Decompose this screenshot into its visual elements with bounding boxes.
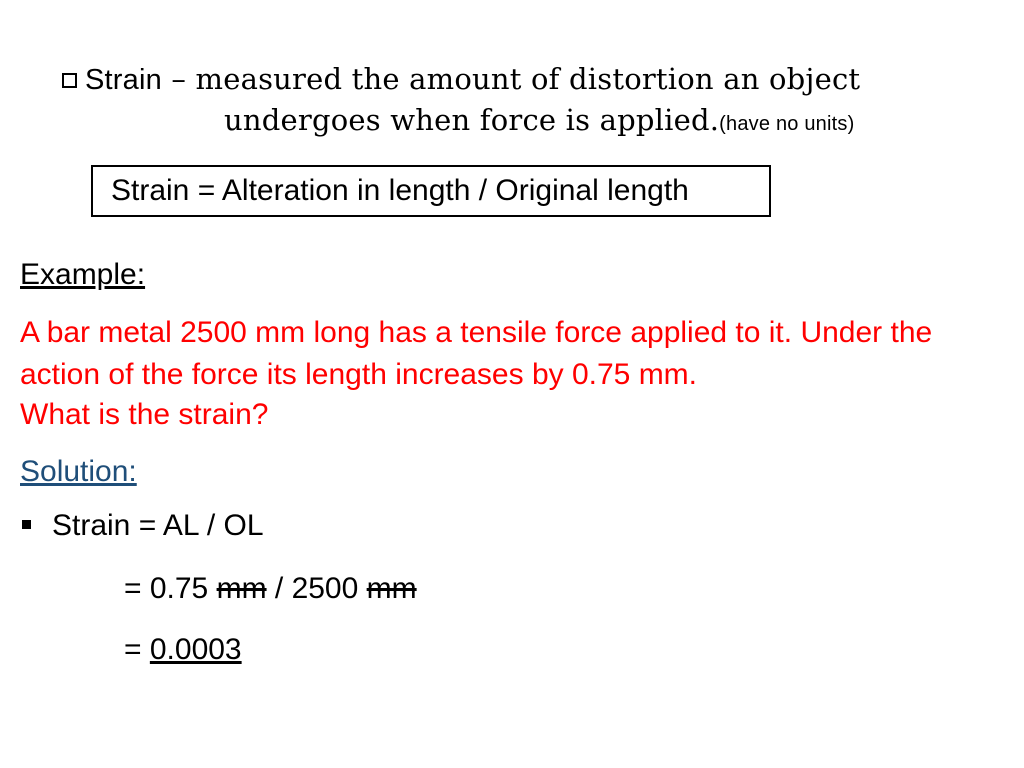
solution-heading: Solution: bbox=[20, 455, 137, 488]
definition-line-1 bbox=[62, 60, 860, 99]
definition-text-2: undergoes when force is applied. bbox=[224, 103, 720, 137]
solution-step-substitution bbox=[124, 569, 417, 609]
definition-term: Strain bbox=[85, 64, 162, 96]
definition-dash: – bbox=[161, 62, 196, 96]
definition-line-2 bbox=[224, 101, 854, 143]
problem-line: A bar metal 2500 mm long has a tensile force applied to it. Under the bbox=[20, 316, 933, 349]
final-answer: 0.0003 bbox=[149, 633, 242, 666]
formula-box: Strain = Alteration in length / Original length bbox=[91, 165, 771, 217]
definition-note: (have no units) bbox=[719, 113, 855, 135]
cancelled-unit: mm bbox=[366, 572, 417, 605]
definition-text-1: measured the amount of distortion an object bbox=[195, 62, 861, 96]
step3-eq: = bbox=[124, 633, 150, 666]
checkbox-bullet-icon bbox=[62, 73, 77, 88]
solution-step-result bbox=[124, 630, 242, 670]
step2-sep: / 2500 bbox=[266, 572, 367, 605]
problem-line: action of the force its length increases by 0.75 mm. bbox=[20, 358, 698, 391]
solution-step-formula: Strain = AL / OL bbox=[52, 509, 264, 542]
cancelled-unit: mm bbox=[216, 572, 267, 605]
problem-question: What is the strain? bbox=[20, 398, 269, 431]
step2-eq: = 0.75 bbox=[124, 572, 217, 605]
example-heading: Example: bbox=[20, 258, 146, 291]
square-bullet-icon bbox=[22, 520, 31, 529]
